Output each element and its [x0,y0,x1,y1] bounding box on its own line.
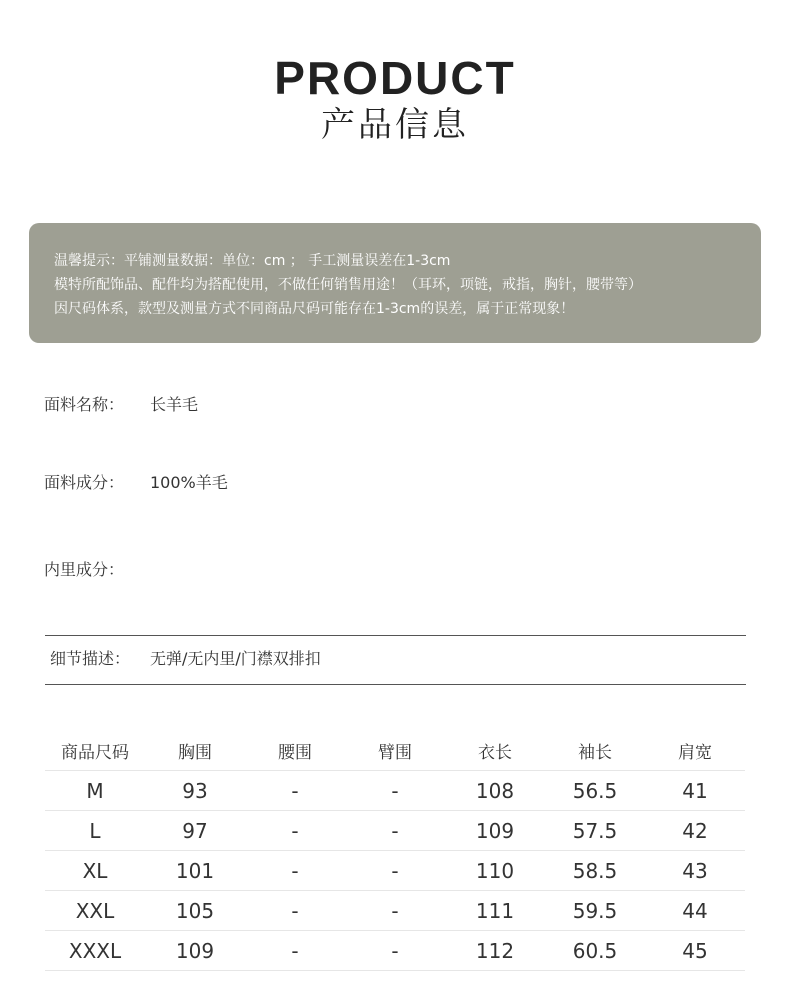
size-table [45,730,745,971]
cell-size: L [45,811,145,851]
cell-arm: - [345,891,445,931]
table-row [45,851,745,891]
divider-top [45,635,746,636]
table-row [45,891,745,931]
cell-chest: 93 [145,771,245,811]
cell-size: XXXL [45,931,145,971]
lining-field [44,558,150,582]
cell-sleeve: 60.5 [545,931,645,971]
cell-waist: - [245,851,345,891]
header-arm: 臂围 [345,730,445,771]
detail-label: 细节描述： [50,649,131,668]
cell-size: XL [45,851,145,891]
header-sleeve: 袖长 [545,730,645,771]
cell-sleeve: 56.5 [545,771,645,811]
cell-chest: 109 [145,931,245,971]
fabric-composition-value: 100%羊毛 [150,473,228,492]
page-title-en: PRODUCT [274,52,516,104]
table-row [45,771,745,811]
cell-shoulder: 41 [645,771,745,811]
cell-length: 109 [445,811,545,851]
table-row [45,811,745,851]
header-length: 衣长 [445,730,545,771]
header-shoulder: 肩宽 [645,730,745,771]
page-title-cn: 产品信息 [321,105,469,145]
detail-field [50,647,321,671]
notice-line: 因尺码体系，款型及测量方式不同商品尺码可能存在1-3cm的误差，属于正常现象！ [54,301,575,317]
cell-shoulder: 43 [645,851,745,891]
fabric-name-field [44,393,198,417]
cell-chest: 97 [145,811,245,851]
fabric-name-label: 面料名称： [44,395,125,414]
lining-label: 内里成分： [44,560,125,579]
cell-length: 108 [445,771,545,811]
cell-arm: - [345,771,445,811]
notice-box [29,223,761,343]
cell-waist: - [245,811,345,851]
cell-sleeve: 57.5 [545,811,645,851]
detail-value: 无弹/无内里/门襟双排扣 [150,649,321,668]
cell-waist: - [245,891,345,931]
cell-size: XXL [45,891,145,931]
cell-shoulder: 44 [645,891,745,931]
table-row [45,931,745,971]
cell-chest: 101 [145,851,245,891]
fabric-composition-label: 面料成分： [44,473,125,492]
cell-arm: - [345,931,445,971]
notice-line: 温馨提示：平铺测量数据：单位：cm ； 手工测量误差在1-3cm [54,253,451,269]
header-chest: 胸围 [145,730,245,771]
cell-waist: - [245,771,345,811]
cell-shoulder: 42 [645,811,745,851]
cell-size: M [45,771,145,811]
header-size: 商品尺码 [45,730,145,771]
notice-line: 模特所配饰品、配件均为搭配使用，不做任何销售用途！（耳环，项链，戒指，胸针，腰带等） [54,277,642,293]
cell-length: 110 [445,851,545,891]
cell-sleeve: 59.5 [545,891,645,931]
header-waist: 腰围 [245,730,345,771]
cell-chest: 105 [145,891,245,931]
cell-length: 112 [445,931,545,971]
cell-length: 111 [445,891,545,931]
cell-arm: - [345,811,445,851]
fabric-name-value: 长羊毛 [150,395,199,414]
cell-shoulder: 45 [645,931,745,971]
divider-bottom [45,684,746,685]
fabric-composition-field [44,471,228,495]
cell-sleeve: 58.5 [545,851,645,891]
cell-arm: - [345,851,445,891]
cell-waist: - [245,931,345,971]
size-table-header-row [45,730,745,771]
